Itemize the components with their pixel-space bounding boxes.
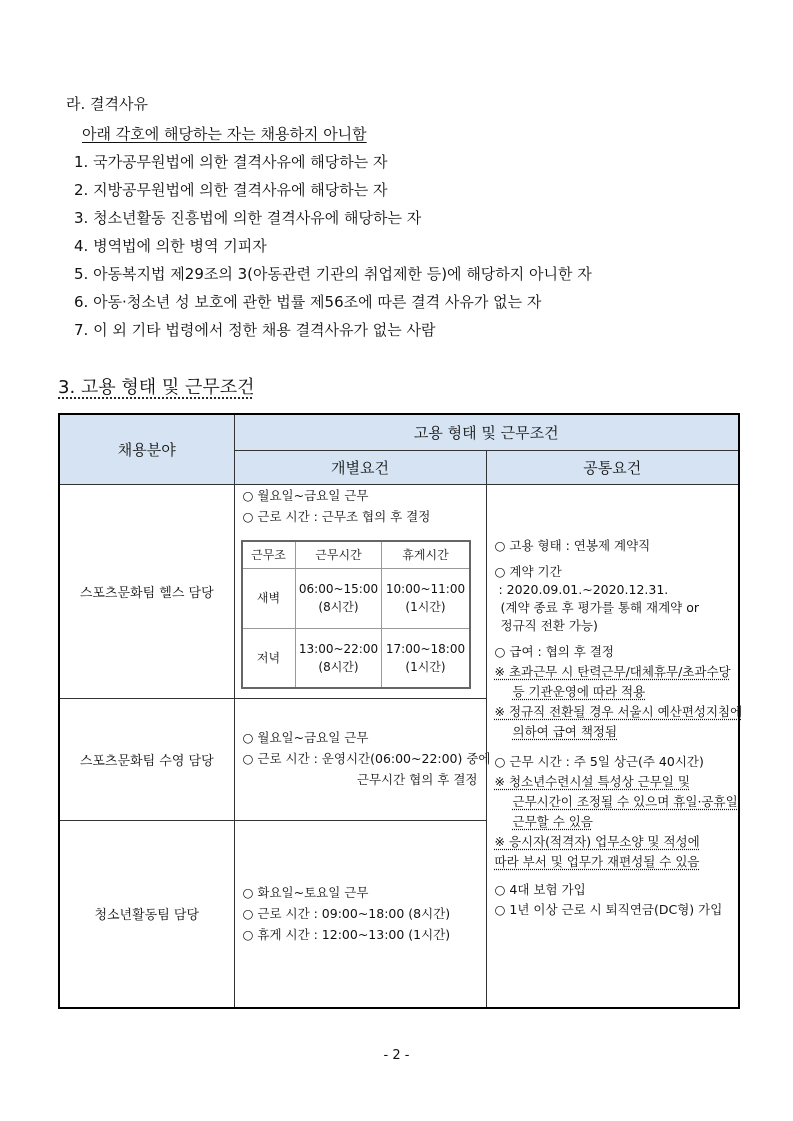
disqualification-item: 4. 병역법에 의한 병역 기피자 [74, 237, 267, 255]
section-3-heading: 3. 고용 형태 및 근무조건 [58, 377, 255, 398]
field-cell: 청소년활동팀 담당 [59, 820, 234, 1008]
shift-name: 저녁 [242, 628, 296, 688]
common-line: : 2020.09.01.~2020.12.31. [498, 581, 669, 597]
common-line: ※ 초과근무 시 탄력근무/대체휴무/초과수당 [494, 663, 731, 679]
common-line: ○ 1년 이상 근로 시 퇴직연금(DC형) 가입 [494, 901, 723, 917]
section-d-intro: 아래 각호에 해당하는 자는 채용하지 아니함 [82, 125, 367, 143]
shift-header: 휴게시간 [382, 541, 470, 569]
shift-rest-time: 17:00~18:00 (1시간) [382, 628, 470, 688]
employment-conditions-table [58, 413, 743, 1009]
condition-line: ○ 근로 시간 : 근무조 협의 후 결정 [242, 508, 431, 524]
common-line: 의하여 급여 책정됨 [512, 723, 618, 739]
disqualification-item: 5. 아동복지법 제29조의 3(아동관련 기관의 취업제한 등)에 해당하지 아니한 자 [74, 265, 592, 283]
shift-table [241, 540, 471, 690]
disqualification-item: 1. 국가공무원법에 의한 결격사유에 해당하는 자 [74, 153, 388, 171]
condition-line: ○ 휴게 시간 : 12:00~13:00 (1시간) [242, 926, 451, 942]
condition-line: ○ 근로 시간 : 운영시간(06:00~22:00) 중에 [242, 751, 491, 766]
common-line: (계약 종료 후 평가를 통해 재계약 or [500, 599, 699, 615]
common-line: ○ 4대 보험 가입 [494, 881, 586, 897]
common-line: ※ 정규직 전환될 경우 서울시 예산편성지침에 [494, 703, 743, 719]
field-cell: 스포츠문화팀 수영 담당 [59, 698, 234, 820]
shift-header: 근무시간 [295, 541, 382, 569]
common-line: ○ 급여 : 협의 후 결정 [494, 643, 615, 659]
shift-work-time: 06:00~15:00 (8시간) [295, 568, 382, 628]
common-line: 정규직 전환 가능) [500, 617, 598, 633]
common-cell [486, 484, 743, 1008]
shift-header: 근무조 [242, 541, 296, 569]
common-line: 근무할 수 있음 [512, 813, 593, 829]
condition-line: ○ 월요일~금요일 근무 [242, 487, 369, 503]
condition-line: 근무시간 협의 후 결정 [356, 772, 478, 787]
individual-cell [234, 698, 491, 820]
field-cell: 스포츠문화팀 헬스 담당 [59, 484, 234, 698]
shift-rest-time: 10:00~11:00 (1시간) [382, 568, 470, 628]
common-line: 따라 부서 및 업무가 재편성될 수 있음 [494, 853, 700, 869]
header-conditions: 고용 형태 및 근무조건 [234, 414, 739, 450]
common-line: ○ 계약 기간 [494, 563, 562, 579]
common-line: ○ 근무 시간 : 주 5일 상근(주 40시간) [494, 753, 704, 769]
header-common: 공통요건 [486, 450, 739, 484]
table-row [59, 484, 739, 698]
disqualification-item: 2. 지방공무원법에 의한 결격사유에 해당하는 자 [74, 181, 388, 199]
header-field: 채용분야 [59, 414, 234, 484]
shift-name: 새벽 [242, 568, 296, 628]
header-individual: 개별요건 [234, 450, 486, 484]
individual-cell [234, 820, 486, 1008]
shift-work-time: 13:00~22:00 (8시간) [295, 628, 382, 688]
condition-line: ○ 화요일~토요일 근무 [242, 884, 369, 900]
condition-line: ○ 근로 시간 : 09:00~18:00 (8시간) [242, 905, 451, 921]
common-line: ※ 청소년수련시설 특성상 근무일 및 [494, 773, 690, 789]
disqualification-item: 6. 아동·청소년 성 보호에 관한 법률 제56조에 따른 결격 사유가 없는 자 [74, 293, 542, 311]
condition-line: ○ 월요일~금요일 근무 [242, 730, 369, 745]
common-line: ※ 응시자(적격자) 업무소양 및 적성에 [494, 833, 700, 849]
disqualification-item: 7. 이 외 기타 법령에서 정한 채용 결격사유가 없는 사람 [74, 321, 436, 339]
page-number: - 2 - [383, 1048, 410, 1063]
disqualification-item: 3. 청소년활동 진흥법에 의한 결격사유에 해당하는 자 [74, 209, 422, 227]
common-line: 등 기관운영에 따라 적용 [512, 683, 646, 699]
common-line: 근무시간이 조정될 수 있으며 휴일·공휴일 [512, 793, 738, 809]
individual-cell [234, 484, 486, 698]
common-line: ○ 고용 형태 : 연봉제 계약직 [494, 537, 651, 553]
section-d-heading: 라. 결격사유 [66, 95, 148, 113]
